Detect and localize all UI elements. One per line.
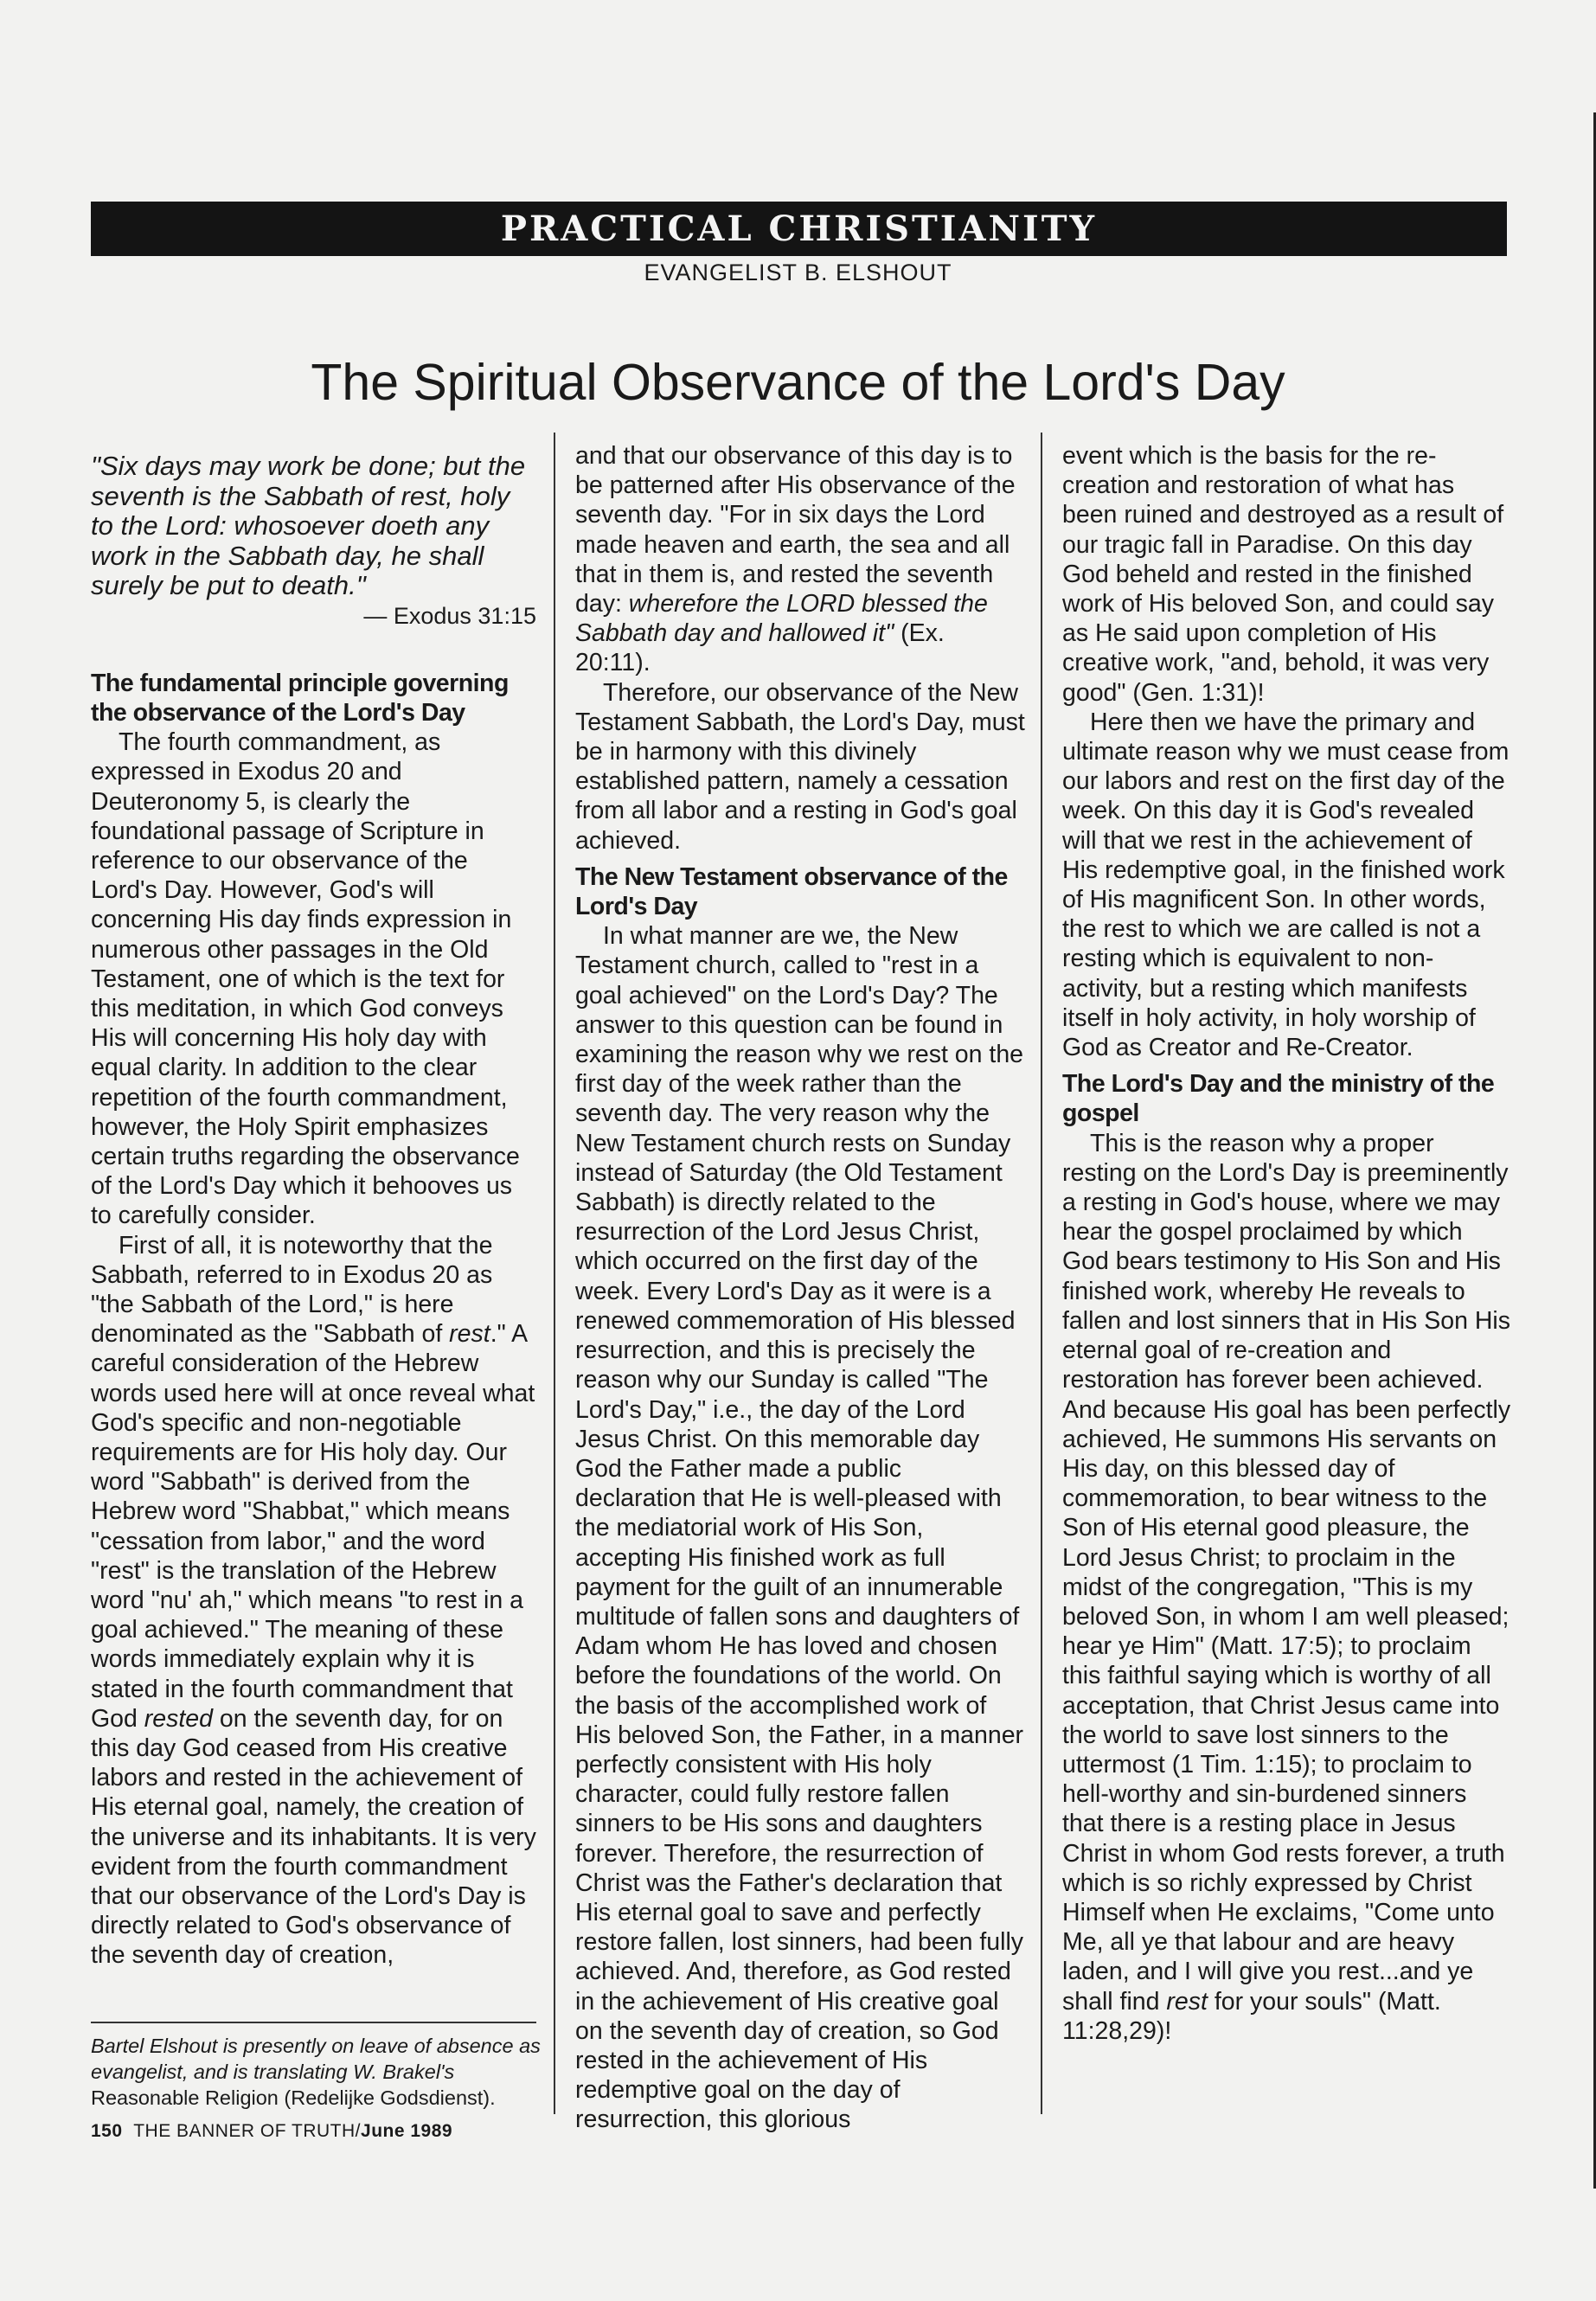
column-3 <box>1062 441 1512 2046</box>
section-title: PRACTICAL CHRISTIANITY <box>500 208 1098 249</box>
author-byline: EVANGELIST B. ELSHOUT <box>644 260 952 285</box>
paragraph: and that our observance of this day is to be patterned after His observance of the seventh day. "For in six days the Lord made heaven and earth, the sea and all that in them is, and rested the seventh day: wherefore the LORD blessed the Sabbath day and hallowed it" (Ex. 20:11). <box>575 442 1016 677</box>
issue-date: June 1989 <box>361 2121 453 2141</box>
paragraph: Here then we have the primary and ultimate reason why we must cease from our labors and rest on the first day of the week. On this day it is God's revealed will that we rest in the achievement of His redemptive goal, in the finished work of His magnificent Son. In other words, the rest to which we are called is not a resting which is equivalent to non-activity, but a resting which manifests itself in holy activity, in holy worship of God as Creator and Re-Creator. <box>1062 708 1509 1062</box>
epigraph-source: — Exodus 31:15 <box>363 602 536 629</box>
author-footnote <box>91 2033 541 2111</box>
footnote-italic: Bartel Elshout is presently on leave of absence as evangelist, and is translating W. Brakel's <box>91 2035 541 2083</box>
paragraph: This is the reason why a proper resting on the Lord's Day is preeminently a resting in God's house, where we may hear the gospel proclaimed by which God bears testimony to His Son and His finished work, whereby He reveals to fallen and lost sinners that in His Son His eternal goal of re-creation and restoration has forever been achieved. And because His goal has been perfectly achieved, He summons His servants on His day, on this blessed day of commemoration, to bear witness to the Son of His eternal good pleasure, the Lord Jesus Christ; to proclaim in the midst of the congregation, "This is my beloved Son, in whom I am well pleased; hear ye Him" (Matt. 17:5); to proclaim this faithful saying which is worthy of all acceptation, that Christ Jesus came into the world to save lost sinners to the uttermost (1 Tim. 1:15); to proclaim to hell-worthy and sin-burdened sinners that there is a resting place in Jesus Christ in whom God rests forever, a truth which is so richly expressed by Christ Himself when He exclaims, "Come unto Me, all ye that labour and are heavy laden, and I will give you rest...and ye shall find rest for your souls" (Matt. 11:28,29)! <box>1062 1129 1511 2045</box>
column-divider <box>1041 433 1042 2114</box>
column-1 <box>91 452 536 1971</box>
section-heading: The New Testament observance of the Lord's Day <box>575 862 1008 921</box>
paragraph: event which is the basis for the re-creation and restoration of what has been ruined and destroyed as a result of our tragic fall in Paradise. On this day God beheld and rested in the finished work of His beloved Son, and could say as He said upon completion of His creative work, "and, behold, it was very good" (Gen. 1:31)! <box>1062 442 1504 707</box>
page-number: 150 <box>91 2121 123 2141</box>
section-heading: The Lord's Day and the ministry of the gospel <box>1062 1070 1495 1128</box>
section-heading: The fundamental principle governing the observance of the Lord's Day <box>91 669 509 727</box>
publication-name: THE BANNER OF TRUTH/ <box>133 2121 362 2141</box>
paragraph: Therefore, our observance of the New Testament Sabbath, the Lord's Day, must be in harmony with this divinely established pattern, namely a cessation from all labor and a resting in God's goal achieved. <box>575 678 1025 855</box>
section-banner <box>91 202 1507 256</box>
article-title: The Spiritual Observance of the Lord's Day <box>311 354 1285 411</box>
paragraph: In what manner are we, the New Testament church, called to "rest in a goal achieved" on the Lord's Day? The answer to this question can be found in examining the reason why we rest on the first day of the week rather than the seventh day. The very reason why the New Testament church rests on Sunday instead of Saturday (the Old Testament Sabbath) is directly related to the resurrection of the Lord Jesus Christ, which occurred on the first day of the week. Every Lord's Day as it were is a renewed commemoration of His blessed resurrection, and this is precisely the reason why our Sunday is called "The Lord's Day," i.e., the day of the Lord Jesus Christ. On this memorable day God the Father made a public declaration that He is well-pleased with the mediatorial work of His Son, accepting His finished work as full payment for the guilt of an innumerable multitude of fallen sons and daughters of Adam whom He has loved and chosen before the foundations of the world. On the basis of the accomplished work of His beloved Son, the Father, in a manner perfectly consistent with His holy character, could fully restore fallen sinners to be His sons and daughters forever. Therefore, the resurrection of Christ was the Father's declaration that His eternal goal to save and perfectly restore fallen, lost sinners, had been fully achieved. And, therefore, as God rested in the achievement of His creative goal on the seventh day of creation, so God rested in the achievement of His redemptive goal on the day of resurrection, this glorious <box>575 922 1024 2134</box>
paragraph: The fourth commandment, as expressed in Exodus 20 and Deuteronomy 5, is clearly the foundational passage of Scripture in reference to our observance of the Lord's Day. However, God's will concerning His day finds expression in numerous other passages in the Old Testament, one of which is the text for this meditation, in which God conveys His will concerning His holy day with equal clarity. In addition to the clear repetition of the fourth commandment, however, the Holy Spirit emphasizes certain truths regarding the observance of the Lord's Day which it behooves us to carefully consider. <box>91 728 520 1230</box>
paragraph: First of all, it is noteworthy that the Sabbath, referred to in Exodus 20 as "the Sabbath of the Lord," is here denominated as the "Sabbath of rest." A careful consideration of the Hebrew words used here will at once reveal what God's specific and non-negotiable requirements are for His holy day. Our word "Sabbath" is derived from the Hebrew word "Shabbat," which means "cessation from labor," and the word "rest" is the translation of the Hebrew word "nu' ah," which means "to rest in a goal achieved." The meaning of these words immediately explain why it is stated in the fourth commandment that God rested on the seventh day, for on this day God ceased from His creative labors and rested in the achievement of His eternal goal, namely, the creation of the universe and its inhabitants. It is very evident from the fourth commandment that our observance of the Lord's Day is directly related to God's observance of the seventh day of creation, <box>91 1231 536 1970</box>
page-footer <box>91 2121 452 2142</box>
footnote-roman: Reasonable Religion (Redelijke Godsdienst). <box>91 2086 496 2109</box>
footnote-rule <box>91 2022 536 2023</box>
column-divider <box>554 433 555 2114</box>
column-2 <box>575 441 1025 2135</box>
epigraph: "Six days may work be done; but the seventh is the Sabbath of rest, holy to the Lord: whosoever doeth any work in the Sabbath day, he shall surely be put to death." <box>91 451 526 600</box>
